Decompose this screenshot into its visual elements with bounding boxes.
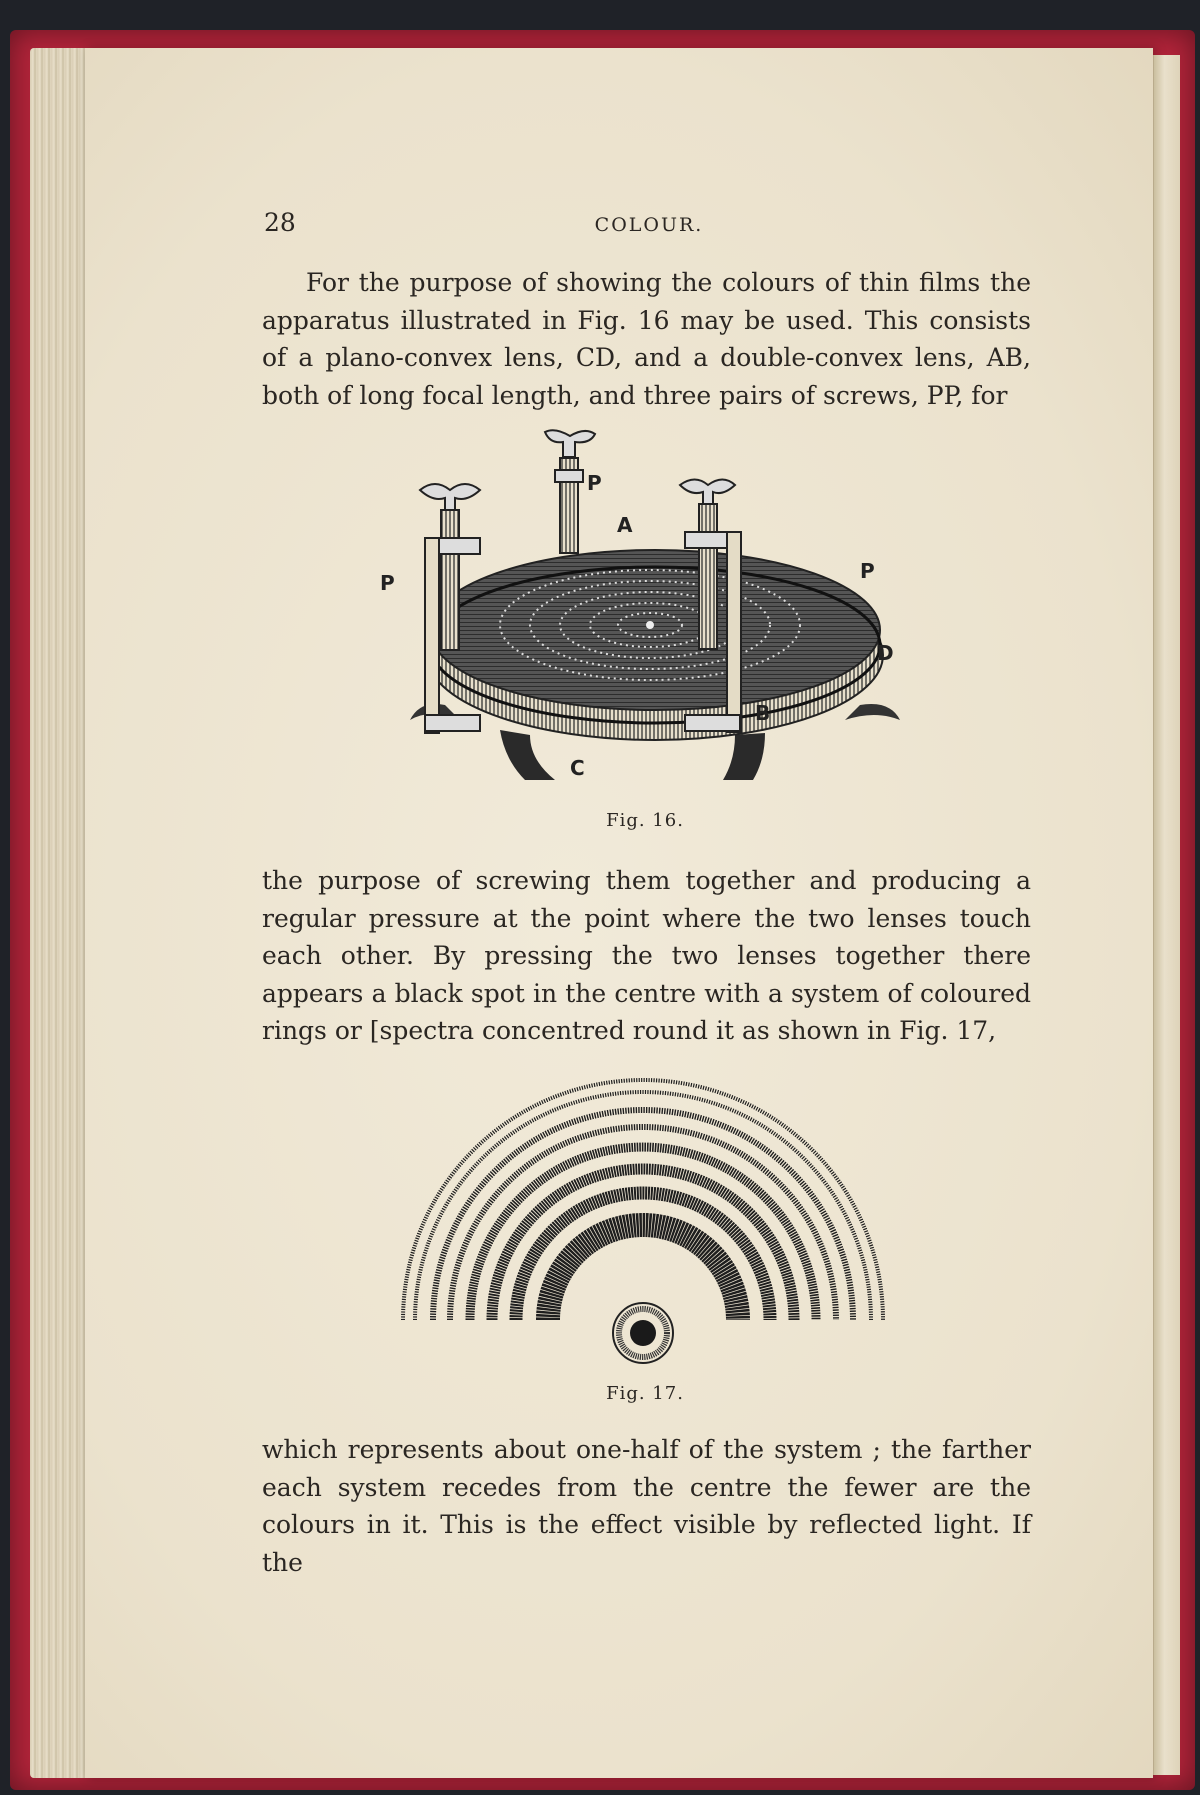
running-head: COLOUR. (594, 214, 704, 236)
ring-bands (403, 1080, 883, 1320)
label-p-right: P (860, 559, 875, 583)
label-d: D (877, 641, 894, 665)
label-p-top: P (587, 471, 602, 495)
paragraph-2: the purpose of screwing them together and producing a regular pressure at the point where the two lenses touch each other. By pressing the two lenses together there appears a black spot in the centre with a system of coloured rings or [spectra concentred round it as shown in Fig. 17, (262, 866, 1031, 1045)
page-number: 28 (264, 208, 296, 237)
paragraph-1: For the purpose of showing the colours of thin films the apparatus illustrated in Fig. 16 may be used. This consists of a plano-convex lens, CD, and a double-convex lens, AB, both of long focal length, and three pairs of screws, PP, for (262, 268, 1031, 410)
next-page-edge (1153, 55, 1180, 1775)
front-foot-c (500, 730, 555, 780)
front-foot-right (723, 733, 765, 780)
right-foot (845, 704, 900, 720)
central-black-spot (613, 1303, 673, 1363)
figure-16-caption: Fig. 16. (606, 810, 684, 831)
upper-lens-ab (430, 550, 880, 710)
label-c: C (570, 756, 585, 780)
label-b: B (755, 701, 771, 725)
page-header (264, 208, 1034, 248)
paragraph-3: which represents about one-half of the system ; the farther each system recedes from the centre the fewer are the colours in it. This is the effect visible by reflected light. If the (262, 1435, 1031, 1577)
figure-17-caption: Fig. 17. (606, 1383, 684, 1404)
figure-17-newton-rings (388, 1075, 898, 1365)
label-a: A (617, 513, 633, 537)
label-p-left: P (380, 571, 395, 595)
figure-16-lens-apparatus (380, 430, 905, 790)
